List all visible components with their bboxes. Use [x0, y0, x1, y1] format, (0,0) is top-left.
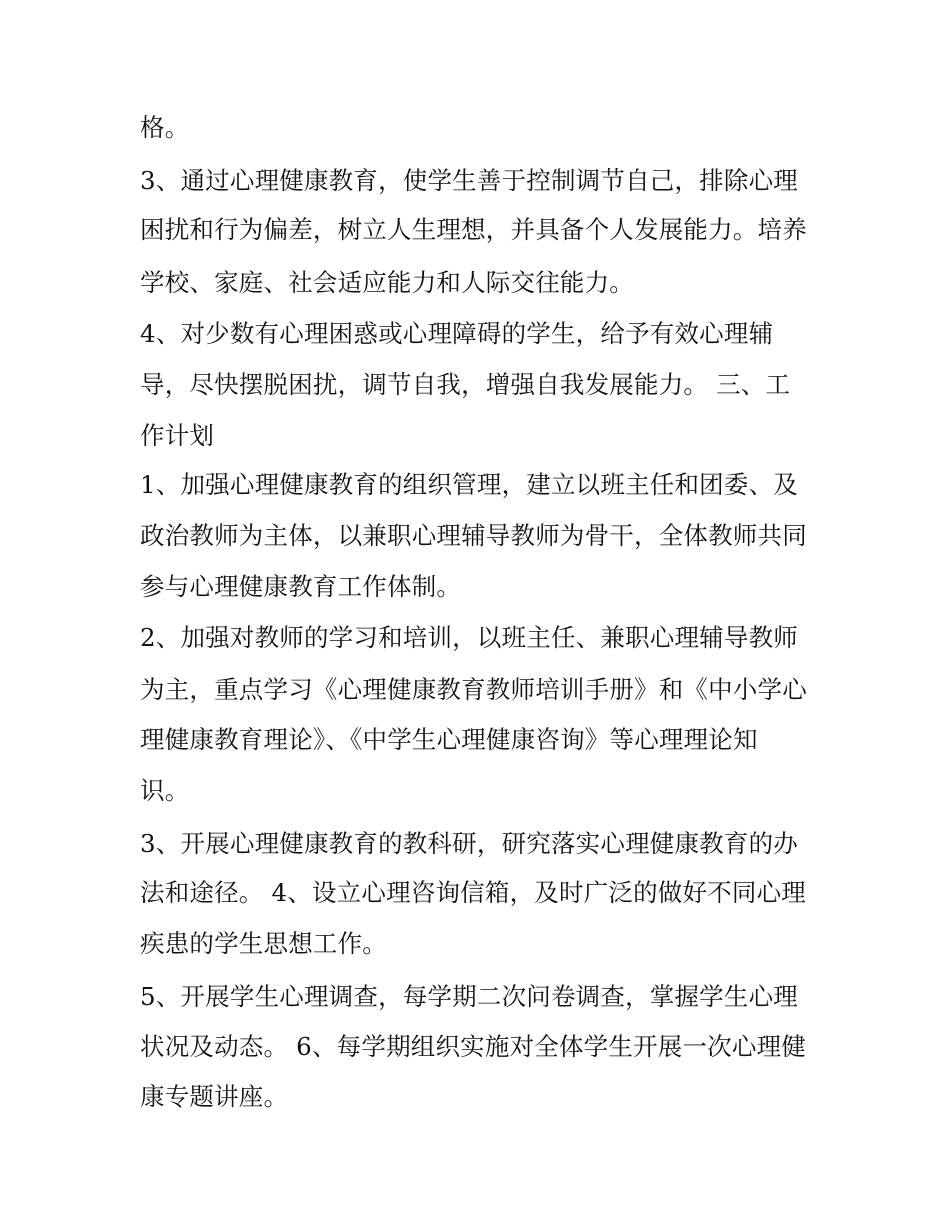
text-line: 3、通过心理健康教育，使学生善于控制调节自己，排除心理: [140, 166, 798, 195]
text-line: 政治教师为主体，以兼职心理辅导教师为骨干，全体教师共同: [140, 521, 807, 550]
text-line: 作计划: [140, 421, 215, 450]
text-line: 1、加强心理健康教育的组织管理，建立以班主任和团委、及: [140, 470, 798, 499]
text-line: 状况及动态。 6、每学期组织实施对全体学生开展一次心理健: [140, 1032, 806, 1061]
text-line: 参与心理健康教育工作体制。: [140, 572, 462, 601]
text-line: 疾患的学生思想工作。: [140, 929, 387, 958]
text-line: 2、加强对教师的学习和培训，以班主任、兼职心理辅导教师: [140, 623, 798, 652]
text-line: 导，尽快摆脱困扰，调节自我，增强自我发展能力。 三、工: [140, 370, 791, 399]
text-line: 法和途径。 4、设立心理咨询信箱，及时广泛的做好不同心理: [140, 878, 806, 907]
text-line: 识。: [140, 776, 190, 805]
text-line: 为主，重点学习《心理健康教育教师培训手册》和《中小学心: [140, 675, 807, 704]
text-line: 3、开展心理健康教育的教科研，研究落实心理健康教育的办: [140, 829, 798, 858]
text-line: 学校、家庭、社会适应能力和人际交往能力。: [140, 268, 634, 297]
text-line: 康专题讲座。: [140, 1082, 289, 1111]
text-line: 4、对少数有心理困惑或心理障碍的学生，给予有效心理辅: [140, 319, 774, 348]
text-line: 理健康教育理论》、《中学生心理健康咨询》等心理理论知: [140, 725, 758, 754]
text-line: 格。: [140, 113, 190, 142]
text-line: 5、开展学生心理调查，每学期二次问卷调查，掌握学生心理: [140, 982, 798, 1011]
text-line: 困扰和行为偏差，树立人生理想，并具备个人发展能力。培养: [140, 215, 807, 244]
